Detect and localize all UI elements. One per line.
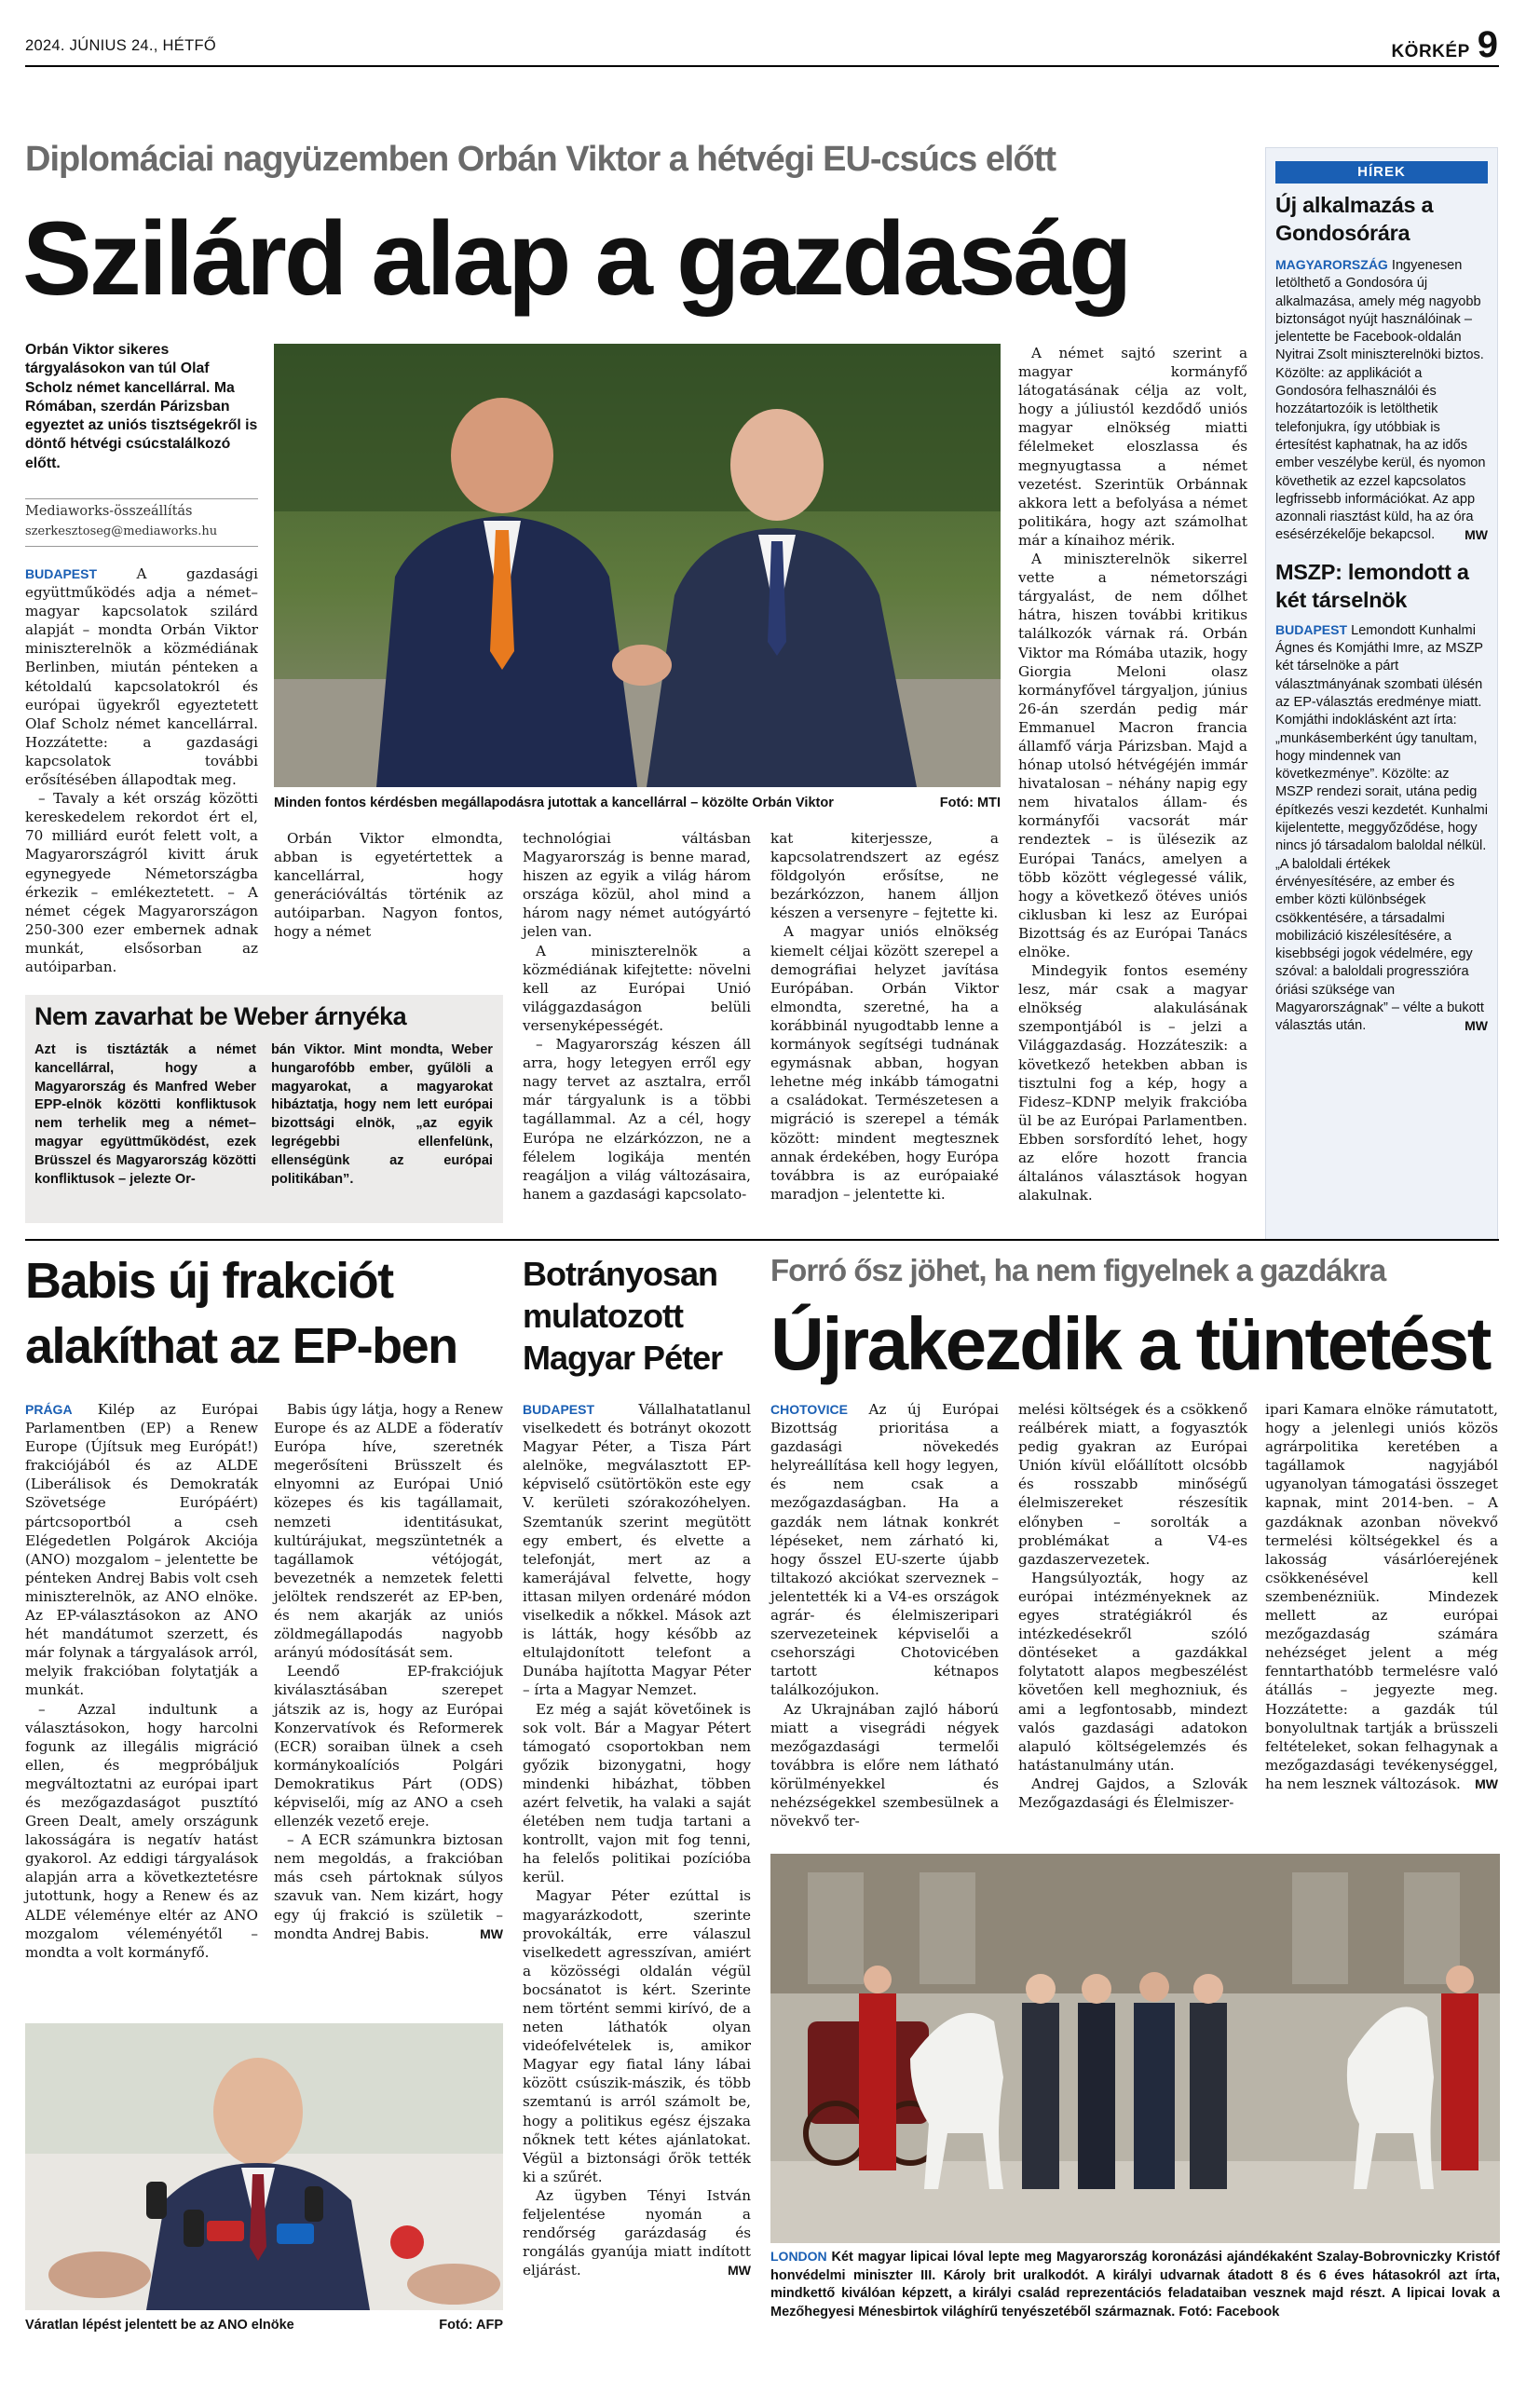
intro-rule bbox=[25, 498, 258, 499]
news-sidebar bbox=[1265, 147, 1498, 1240]
lead-col1-p2: – Tavaly a két ország közötti kereskedelem rekordot ért el, 70 milliárd eurót felett volt, a Magyarországról kivitt áruk egynegyede Németországba érkezik – emlékeztetett. – A német cégek Magyarországon 250-300 ezer embernek adnak munkát, elsősorban az autóiparban. bbox=[25, 790, 258, 975]
lead-column-5 bbox=[1018, 344, 1247, 1204]
babis-sign: MW bbox=[480, 1925, 503, 1941]
section-name: KÖRKÉP bbox=[1391, 42, 1470, 61]
sidebar-item1-body: Ingyenesen letölthető a Gondosóra új alkalmazása, amely még nagyobb biztonságot nyújt használóinak – jelentette be Facebook-oldalán Nyitrai Zsolt miniszterelnöki biztos. Közölte: az applikációt a Gondosóra felhasználói és hozzátartozóik is letölthetik telefonjukra, így utóbbiak is értesítést kaphatnak, ha az idős ember veszélybe kerül, és nyomon követhetik az ezzel kapcsolatos legfrissebb információkat. Az app azonnali riasztást küld, ha az óra esésérzékelője bekapcsol. bbox=[1275, 258, 1486, 543]
babis-photo-credit: Fotó: AFP bbox=[439, 2318, 503, 2333]
sidebar-item1-sign: MW bbox=[1465, 527, 1488, 543]
babis-col1-p1: Kilép az Európai Parlamentben (EP) a Renew Europe (Újítsuk meg Európát!) frakciójából és az ALDE (Liberálisok és Demokraták Szövetsége Európáért) pártcsoportból a cseh Elégedetlen Polgárok Akciója (ANO) mozgalom – jelentette be pénteken Andrej Babis volt cseh miniszterelnök, az ANO elnöke. Az EP-választásokon az ANO hét mandátumot szerzett, és már folynak a tárgyalások arról, melyik frakcióban folytatják a munkát. bbox=[25, 1401, 258, 1699]
farmers-kicker: Forró ősz jöhet, ha nem figyelnek a gazdákra bbox=[770, 1253, 1386, 1287]
lead-column-2 bbox=[274, 829, 503, 978]
magyar-title: Botrányosan mulatozott Magyar Péter bbox=[523, 1255, 723, 1377]
sidebar-item2-body: Lemondott Kunhalmi Ágnes és Komjáthi Imre, az MSZP két társelnöke a párt választmányának szombati ülésén az EP-választás eredménye miatt. Komjáthi indoklásként azt írta: „munkásemberként úgy tanultam, hogy mindennek van következménye”. Közölte: az MSZP rendezi sorait, utána pedig építkezés veszi kezdetét. Kunhalmi kijelentette, meggyőződése, hogy nincs jó társadalom baloldal nélkül. „A baloldali értékek érvényesítésére, az ember és ember közti különbségek csökkentésére, a társadalmi mobilizáció kiszélesítésére, a kisebbségi jogok védelmére, egy szóval: a baloldali progresszióra óriási szüksége van Magyarországnak” – vélte a bukott választás után. bbox=[1275, 622, 1488, 1034]
header-rule bbox=[25, 65, 1499, 67]
farmers-column-3 bbox=[1265, 1400, 1498, 1793]
sidebar-label: HÍREK bbox=[1275, 161, 1488, 184]
london-photo-credit: Fotó: Facebook bbox=[1179, 2304, 1280, 2320]
magyar-column bbox=[523, 1400, 751, 2279]
babis-title: Babis új frakciót alakíthat az EP-ben bbox=[25, 1253, 457, 1374]
babis-col1-p2: – Azzal indultunk a választásokon, hogy harcolni fogunk az illegális migráció ellen, és megpróbáljuk megváltoztatni az európai ipart és mezőgazdaságot pusztító Green Dealt, amely országunk lakosságára is negatív hatást gyakorol. Az eddigi tárgyalások alapján arra a következtetésre jutottunk, hogy a Renew és az ALDE véleménye eltér az ANO mozgalom véleményétől – mondta a volt kormányfő. bbox=[25, 1700, 258, 1961]
sidebar-item1-title: Új alkalmazás a Gondosórára bbox=[1275, 193, 1434, 245]
babis-photo-caption: Váratlan lépést jelentett be az ANO elnöke bbox=[25, 2318, 294, 2333]
lead-byline: Mediaworks-összeállítás bbox=[25, 504, 193, 519]
sidebar-item2-sign: MW bbox=[1465, 1018, 1488, 1034]
sidebar-item2-title: MSZP: lemondott a két társelnök bbox=[1275, 559, 1469, 612]
lead-photo bbox=[274, 344, 1001, 787]
farmers-sign: MW bbox=[1475, 1775, 1498, 1791]
lead-col4-p1: kat kiterjessze, a kapcsolatrendszert az egész földgolyón erősítse, ne bezárkózzon, hanem álljon készen a versenyre – fejtette ki. bbox=[770, 830, 999, 922]
lead-column-4 bbox=[770, 829, 999, 1204]
sidebar-item2-location: BUDAPEST bbox=[1275, 621, 1348, 637]
farmers-col2-p3: Andrej Gajdos, a Szlovák Mezőgazdasági és Élelmiszer- bbox=[1018, 1775, 1247, 1811]
lead-photo-caption: Minden fontos kérdésben megállapodásra jutottak a kancellárral – közölte Orbán Viktor bbox=[274, 796, 834, 810]
farmers-col3-p1: ipari Kamara elnöke rámutatott, hogy a jelenlegi uniós közös agrárpolitika keretében a tagállamok nagyjából ugyanolyan támogatási összeget kapnak, mint 2014-ben. – A gazdáknak azonban növekvő termelési költségekkel és a lakosság vásárlóerejének csökkenésével kell szembenézniük. Mindezek mellett az európai mezőgazdaság számára nehézséget jelent a még fenntarthatóbb termelésre való átállás – jegyezte meg. Hozzátette: a gazdák túl bonyolultnak tartják a brüsszeli feltételeket, sokan felhagynak a mezőgazdasági tevékenységgel, ha nem lesznek változások. bbox=[1265, 1401, 1498, 1792]
lead-kicker: Diplomáciai nagyüzemben Orbán Viktor a hétvégi EU-csúcs előtt bbox=[25, 140, 1056, 179]
sidebar-item1-location: MAGYARORSZÁG bbox=[1275, 257, 1388, 272]
farmers-column-1 bbox=[770, 1400, 999, 1830]
lead-title: Szilárd alap a gazdaság bbox=[22, 200, 1130, 317]
header-section bbox=[1391, 24, 1498, 66]
sidebar-item1-text bbox=[1275, 256, 1488, 545]
farmers-col1-p2: Az Ukrajnában zajló háború miatt a visegrádi négyek mezőgazdasági termelői továbbra is előre nem látható körülményekkel és nehézségekkel szembesülnek a növekvő ter- bbox=[770, 1700, 999, 1830]
magyar-p3: Magyar Péter ezúttal is magyarázkodott, szerinte provokálták, erre válaszul viselkedett agresszívan, amiért a közösségi oldalán végül bocsánatot is kért. Szerinte nem történt semmi kirívó, de a neten láthatók olyan videófelvételek is, amikor Magyar egy fiatal lány lábai között csúszik-mászik, és több szemtanú is arról számolt be, hogy a politikus egész éjszaka nőknek tett kétes ajánlatokat. Végül a biztonsági őrök tették ki a szűrét. bbox=[523, 1887, 751, 2185]
weber-box-title: Nem zavarhat be Weber árnyéka bbox=[34, 1002, 407, 1030]
farmers-title: Újrakezdik a tüntetést bbox=[770, 1302, 1490, 1385]
london-caption-text: Két magyar lipicai lóval lepte meg Magyarország koronázási ajándékaként Szalay-Bobrovniczky Kristóf honvédelmi miniszter III. Károly brit uralkodót. A királyi udvarnak átadott 8 és 6 éves hátasokról azt írta, mindkettő kiválóan képzett, a királyi család reprezentációs feladataiban vesznek majd részt. A lipicai lovak a Mezőhegyesi Ménesbirtok világhírű tenyészetéből származnak. bbox=[770, 2250, 1500, 2320]
lead-col5-p1: A német sajtó szerint a magyar kormányfő látogatásának célja az volt, hogy a júliustól kezdődő uniós magyar elnökség miatti félelmeket eloszlassa és megnyugtassa a német vezetést. Szerintük Orbánnak akkora lett a befolyása a német politikára, hogy azt számolhat már a kínaihoz mérik. bbox=[1018, 345, 1247, 549]
magyar-sign: MW bbox=[728, 2263, 751, 2279]
london-photo bbox=[770, 1854, 1500, 2243]
lead-col5-p2: A miniszterelnök sikerrel vette a németországi tárgyalást, de nem dőlhet hátra, hiszen további kritikus találkozók várnak rá. Orbán Viktor ma Rómába utazik, hogy Giorgia Meloni olasz kormányfővel tárgyaljon, június 26-án szerdán pedig már Emmanuel Macron francia államfő várja Párizsban. Majd a hónap utolsó hétvégéjén immár hivatalosan – néhány napig egy nem hivatalos állam- és kormányfői vacsorát már rendeztek – is ülésezik az Európai Tanács, amelyen a több között véglegessé válik, hogy a következő ötéves uniós ciklusban ki lesz az Európai Bizottság és az Európai Tanács elnöke. bbox=[1018, 551, 1247, 960]
page-number: 9 bbox=[1477, 24, 1498, 65]
horses-photo-icon bbox=[770, 1854, 1500, 2243]
lead-col1-p1: A gazdasági együttműködés adja a német–magyar kapcsolatok szilárd alapját – mondta Orbán Viktor miniszterelnök a közmédiának Berlinben, miután pénteken a kétoldalú kapcsolatokról és európai ügyekről egyeztetett Olaf Scholz német kancellárral. Hozzátette: a gazdasági kapcsolatok további erősítésében állapodtak meg. bbox=[25, 565, 258, 789]
weber-box-col1: Azt is tisztázták a német kancellárral, hogy a Magyarország és Manfred Weber EPP-elnök közötti konfliktusok nem terhelik meg a német–magyar együttműködést, ezek Brüsszel és Magyarország közötti konfliktusok – jelezte Or- bbox=[34, 1042, 256, 1187]
lead-col5-p3: Mindegyik fontos esemény lesz, már csak a magyar elnökség alakulásának szempontjából is – jelzi a Világgazdaság. Hozzáteszik: a következő hetekben abban is tisztulni fog a kép, hogy a Fidesz–KDNP melyik frakcióba ül be az Európai Parlamentben. Ebben sorsfordító lehet, hogy az előre hozott francia általános választások hogyan alakulnak. bbox=[1018, 962, 1247, 1204]
lead-col3-p3: – Magyarország készen áll arra, hogy letegyen erről egy nagy tervet az asztalra, erről már tárgyalunk is a többi tagállammal. Az a cél, hogy Európa ne elzárkózzon, ne a félelem logikája mentén reagáljon a világ változásaira, hanem a gazdasági kapcsolato- bbox=[523, 1036, 751, 1203]
weber-box bbox=[25, 995, 503, 1223]
lead-col2-p1: Orbán Viktor elmondta, abban is egyetértettek a kancellárral, hogy generációváltás történik az autóiparban. Nagyon fontos, hogy a német bbox=[274, 830, 503, 941]
babis-photo bbox=[25, 2023, 503, 2310]
lead-photo-credit: Fotó: MTI bbox=[939, 796, 1001, 810]
weber-box-col2: bán Viktor. Mint mondta, Weber hungarofóbb ember, gyűlöli a magyarokat, a magyarokat hibáztatja, hogy nem lett európai bizottsági elnök, „az egyik legrégebbi ellenfelünk, ellenségünk az európai politikában”. bbox=[271, 1042, 493, 1187]
lead-email[interactable]: szerkesztoseg@mediaworks.hu bbox=[25, 524, 218, 538]
lead-col3-p2: A miniszterelnök a közmédiának kifejtette: növelni kell az Európai Unió világgazdaságon belüli versenyképességét. bbox=[523, 942, 751, 1034]
london-caption bbox=[770, 2248, 1500, 2321]
farmers-column-2 bbox=[1018, 1400, 1247, 1812]
babis-column-1 bbox=[25, 1400, 258, 1962]
header-date: 2024. JÚNIUS 24., HÉTFŐ bbox=[25, 37, 216, 54]
lead-location: BUDAPEST bbox=[25, 566, 98, 581]
farmers-location: CHOTOVICE bbox=[770, 1402, 848, 1417]
lead-column-1 bbox=[25, 565, 258, 976]
farmers-col2-p1: melési költségek és a csökkenő reálbérek miatt, a fogyasztók pedig gyakran az Európai Unión kívül előállított olcsóbb és rosszabb minőségű élelmiszereket részesítik előnyben – sorolták a problémákat a V4-es gazdaszervezetek. bbox=[1018, 1401, 1247, 1568]
section-rule bbox=[25, 1239, 1499, 1241]
farmers-col2-p2: Hangsúlyozták, hogy az európai intézményeknek az egyes stratégiákról és intézkedésekről szóló döntéseket a gazdákkal folytatott alapos megbeszélést követően kell meghozniuk, és ami a legfontosabb, mindezt valós gazdasági adatokon alapuló költségelemzés és hatástanulmány után. bbox=[1018, 1569, 1247, 1774]
babis-location: PRÁGA bbox=[25, 1402, 73, 1417]
lead-column-3 bbox=[523, 829, 751, 1204]
press-photo-icon bbox=[25, 2023, 503, 2310]
magyar-p2: Ez még a saját követőinek is sok volt. Bár a Magyar Pétert támogató csoportokban nem győzik bizonygatni, hogy mindenki hibázhat, többen azért felvetik, ha valaki a saját életében nem tudja tartani a kontrollt, vajon mit fog tenni, ha felelős politikai pozícióba kerül. bbox=[523, 1700, 751, 1886]
babis-column-2 bbox=[274, 1400, 503, 1943]
babis-col2-p3: – A ECR számunkra biztosan nem megoldás, a frakcióban más cseh pártoknak súlyos szavuk van. Nem kizárt, hogy egy új frakció is születik – mondta Andrej Babis. bbox=[274, 1831, 503, 1942]
farmers-col1-p1: Az új Európai Bizottság prioritása a gazdasági növekedés helyreállítása kell hogy legyen, és nem csak a mezőgazdaságban. Ha a gazdák nem látnak konkrét lépéseket, nem zárható ki, hogy ősszel EU-szerte újabb tiltakozó akciókat szerveznek – jelentették ki a V4-es országok agrár- és élelmiszeripari szervezeteinek képviselői a csehországi Chotovicében tartott kétnapos találkozójukon. bbox=[770, 1401, 999, 1699]
magyar-location: BUDAPEST bbox=[523, 1402, 595, 1417]
lead-col3-p1: technológiai váltásban Magyarország is benne marad, hiszen az egyik a világ három országa közül, ahol mind a három nagy német autógyártó jelen van. bbox=[523, 830, 751, 941]
handshake-photo-icon bbox=[274, 344, 1001, 787]
lead-col4-p2: A magyar uniós elnökség kiemelt céljai között szerepel a demográfiai helyzet javítása Európában. Orbán Viktor elmondta, szeretné, ha a korábbinál nyugodtabb lenne a kormányok segítségi tudnának egymásnak abban, hogyan lehetne még inkább támogatni a családokat. Természetesen a migráció is szerepel a témák között: mindent megtesznek annak érdekében, hogy Európa továbbra is az európaiaké maradjon – jelentette ki. bbox=[770, 923, 999, 1203]
byline-rule bbox=[25, 546, 258, 547]
babis-col2-p1: Babis úgy látja, hogy a Renew Europe és az ALDE a föderatív Európa híve, szeretnék megerősíteni Brüsszelt és elnyomni az Európai Unió közepes és kis tagállamait, nemzeti identitásukat, kultúrájukat, megszüntetnék a tagállamok vétójogát, bevezetnék a nemzetek feletti jelöltek rendszerét az EP-ben, és nem akarják az uniós zöldmegállapodás nagyobb arányú módosítását sem. bbox=[274, 1401, 503, 1662]
sidebar-item2-text bbox=[1275, 621, 1488, 1036]
magyar-p4: Az ügyben Tényi István feljelentése nyomán a rendőrség garázdaság és rongálás gyanúja miatt indított eljárást. bbox=[523, 2186, 751, 2279]
london-location: LONDON bbox=[770, 2249, 827, 2264]
magyar-p1: Vállalhatatlanul viselkedett és botrányt okozott Magyar Péter, a Tisza Párt alelnöke, megválasztott EP-képviselő csütörtökön este egy V. kerületi szórakozóhelyen. Szemtanúk szerint megütött egy embert, és elvette a telefonját, mert az a kamerájával felvette, hogy ittasan milyen ordenáré módon viselkedik a nőkkel. Mások azt is látták, hogy később az eltulajdonított telefont a Dunába hajította Magyar Péter – írta a Magyar Nemzet. bbox=[523, 1401, 751, 1699]
lead-intro: Orbán Viktor sikeres tárgyalásokon van túl Olaf Scholz német kancellárral. Ma Rómában, szerdán Párizsban egyeztet az uniós tisztségekről is döntő hétvégi csúcstalálkozó előtt. bbox=[25, 342, 258, 471]
babis-col2-p2: Leendő EP-frakciójuk kiválasztásában szerepet játszik az is, hogy az Európai Konzervatívok és Reformerek (ECR) soraiban ülnek a cseh kormánykoalíciós Polgári Demokratikus Párt (ODS) képviselői, míg az ANO a cseh ellenzék vezető ereje. bbox=[274, 1663, 503, 1830]
